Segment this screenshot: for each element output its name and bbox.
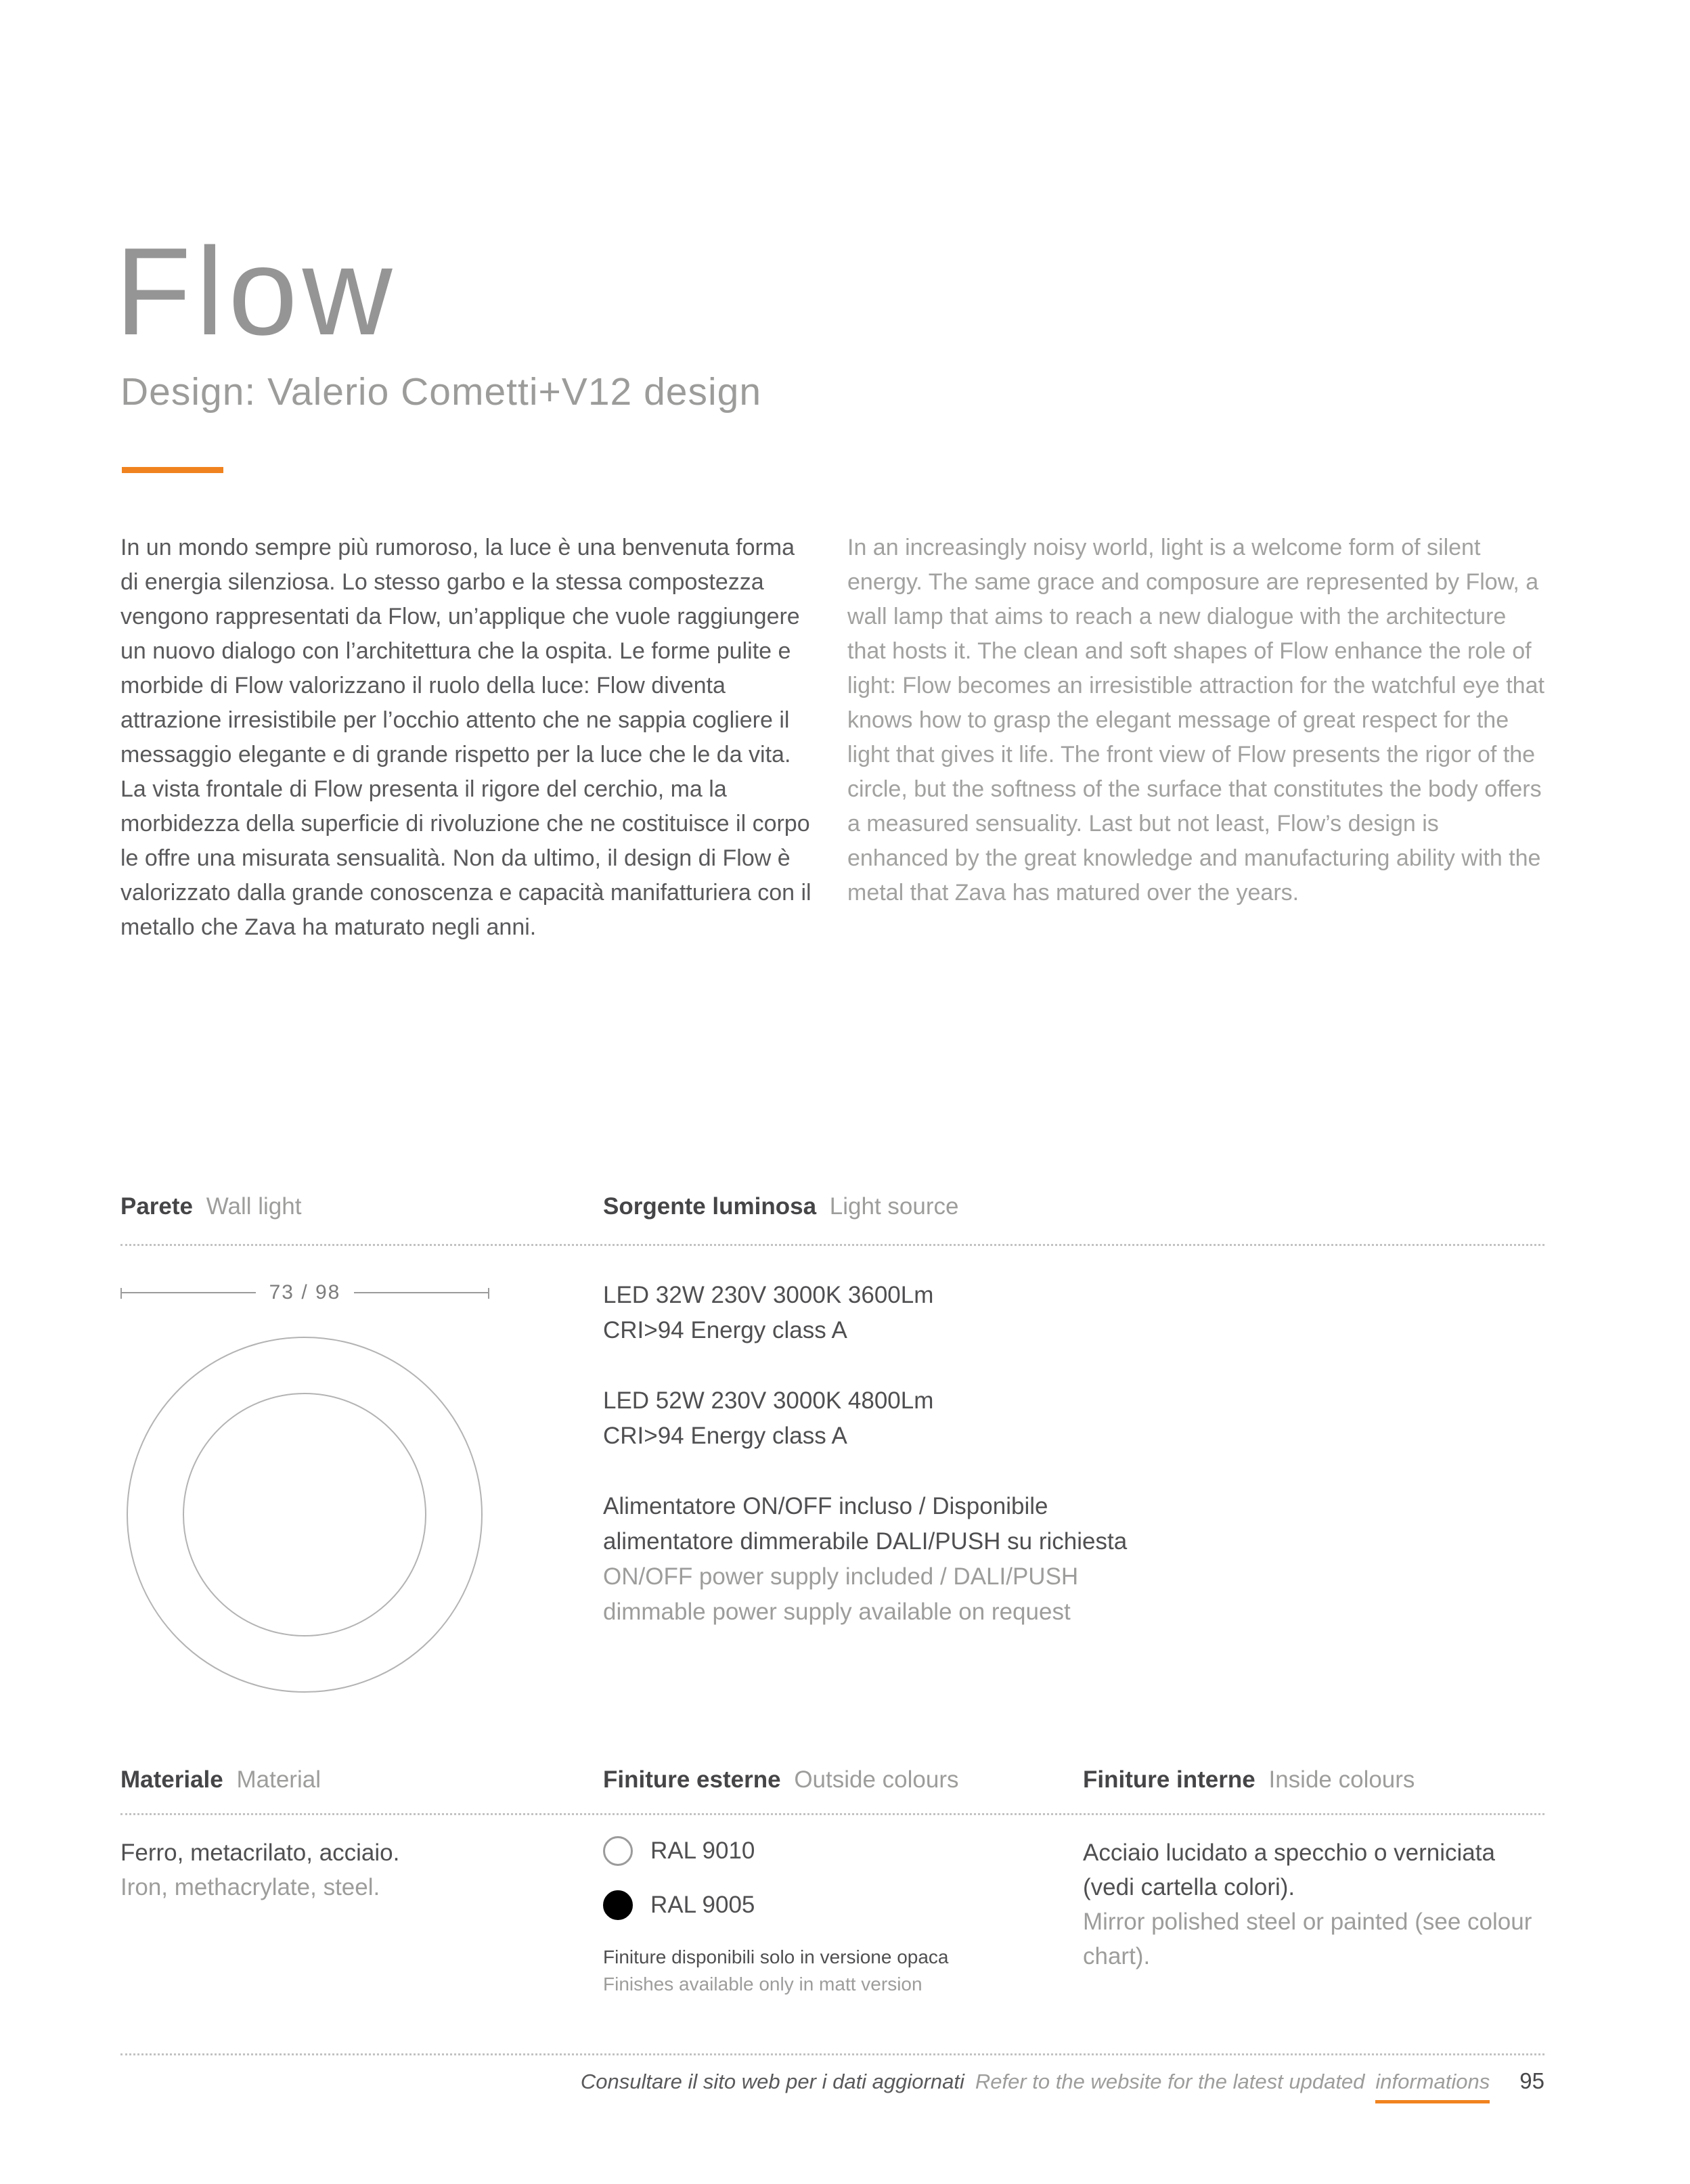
inside-colours-text-italian: Acciaio lucidato a specchio o verniciata (vedi cartella colori). — [1083, 1840, 1495, 1900]
driver-spec-italian-line-2: alimentatore dimmerabile DALI/PUSH su richiesta — [603, 1528, 1128, 1555]
light-source-specs — [603, 1278, 1127, 1665]
footer-note-english: Refer to the website for the latest updated — [975, 2070, 1365, 2093]
led-spec-1-line-1: LED 32W 230V 3000K 3600Lm — [603, 1282, 934, 1308]
intro-section — [120, 531, 1544, 945]
footer-note-english-highlight: informations — [1375, 2070, 1490, 2103]
type-label-italian: Parete — [120, 1193, 194, 1220]
footer-divider — [120, 2053, 1544, 2055]
ral-9005-swatch — [603, 1890, 633, 1920]
designer-subtitle: Design: Valerio Cometti+V12 design — [120, 370, 762, 414]
led-spec-1-line-2: CRI>94 Energy class A — [603, 1317, 847, 1343]
inside-colours-label-italian: Finiture interne — [1083, 1766, 1255, 1793]
material-text-english: Iron, methacrylate, steel. — [120, 1874, 380, 1900]
outside-colours-content — [603, 1831, 1050, 1998]
material-label-italian: Materiale — [120, 1766, 223, 1793]
outside-colours-heading — [603, 1766, 958, 1793]
accent-rule — [122, 467, 223, 473]
footer — [120, 2068, 1544, 2103]
dimension-line-left — [120, 1292, 256, 1293]
intro-paragraph-english: In an increasingly noisy world, light is a welcome form of silent energy. The same grace and composure are represented by Flow, a wall lamp that aims to reach a new dialogue with the architecture that hosts it. The clean and soft shapes of Flow enhance the role of light: Flow becomes an irresistible attraction for the watchful eye that knows how to grasp the elegant message of great respect for the light that gives it life. The front view of Flow presents the rigor of the circle, but the softness of the surface that constitutes the body offers a measured sensuality. Last but not least, Flow’s design is enhanced by the great knowledge and manufacturing ability with the metal that Zava has matured over the years. — [847, 535, 1544, 906]
type-section-heading — [120, 1193, 301, 1220]
driver-spec-english-line-2: dimmable power supply available on request — [603, 1599, 1071, 1625]
led-spec-2 — [603, 1383, 1127, 1454]
outside-colours-label-english: Outside colours — [794, 1766, 959, 1793]
bottom-section-divider — [120, 1813, 1544, 1815]
ral-9010-label: RAL 9010 — [650, 1837, 755, 1864]
dimension-line-right — [354, 1292, 489, 1293]
led-spec-1 — [603, 1278, 1127, 1348]
material-text-italian: Ferro, metacrilato, acciaio. — [120, 1840, 400, 1866]
finish-note-english: Finishes available only in matt version — [603, 1974, 922, 1994]
material-content — [120, 1835, 567, 1904]
finish-note — [603, 1944, 1050, 1998]
led-spec-2-line-2: CRI>94 Energy class A — [603, 1423, 847, 1449]
swatch-row — [603, 1886, 1050, 1925]
dimension-label: 73 / 98 — [269, 1281, 341, 1303]
finish-note-italian: Finiture disponibili solo in versione opaca — [603, 1946, 949, 1967]
inside-colours-heading — [1083, 1766, 1415, 1793]
product-title: Flow — [115, 221, 397, 361]
driver-spec-english-line-1: ON/OFF power supply included / DALI/PUSH — [603, 1563, 1079, 1590]
inside-colours-label-english: Inside colours — [1268, 1766, 1415, 1793]
page-number: 95 — [1519, 2068, 1544, 2093]
lamp-outline-inner-circle — [183, 1393, 426, 1636]
inside-colours-text-english: Mirror polished steel or painted (see colour chart). — [1083, 1909, 1532, 1969]
intro-paragraph-italian: In un mondo sempre più rumoroso, la luce è una benvenuta forma di energia silenziosa. Lo stesso garbo e la stessa compostezza vengono rappresentati da Flow, un’applique che vuole raggiungere un nuovo dialogo con l’architettura che la ospita. Le forme pulite e morbide di Flow valorizzano il ruolo della luce: Flow diventa attrazione irresistibile per l’occhio attento che ne sappia cogliere il messaggio elegante e di grande rispetto per la luce che le da vita. La vista frontale di Flow presenta il rigore del cerchio, ma la morbidezza della superficie di rivoluzione che ne costituisce il corpo le offre una misurata sensualità. Non da ultimo, il design di Flow è valorizzato dalla grande conoscenza e capacità manifatturiera con il metallo che Zava ha maturato negli anni. — [120, 535, 811, 940]
light-source-label-italian: Sorgente luminosa — [603, 1193, 817, 1220]
driver-spec-italian-line-1: Alimentatore ON/OFF incluso / Disponibile — [603, 1493, 1048, 1519]
footer-note-italian: Consultare il sito web per i dati aggiornati — [580, 2070, 964, 2093]
ral-9010-swatch — [603, 1836, 633, 1866]
ral-9005-label: RAL 9005 — [650, 1892, 755, 1918]
inside-colours-content — [1083, 1835, 1550, 1974]
light-source-heading — [603, 1193, 958, 1220]
swatch-row — [603, 1831, 1050, 1871]
material-label-english: Material — [236, 1766, 321, 1793]
outside-colours-label-italian: Finiture esterne — [603, 1766, 781, 1793]
light-source-label-english: Light source — [829, 1193, 959, 1220]
driver-spec — [603, 1489, 1127, 1630]
led-spec-2-line-1: LED 52W 230V 3000K 4800Lm — [603, 1387, 934, 1414]
type-label-english: Wall light — [206, 1193, 302, 1220]
section-divider — [120, 1244, 1544, 1246]
dimension-indicator — [120, 1281, 489, 1304]
material-heading — [120, 1766, 321, 1793]
